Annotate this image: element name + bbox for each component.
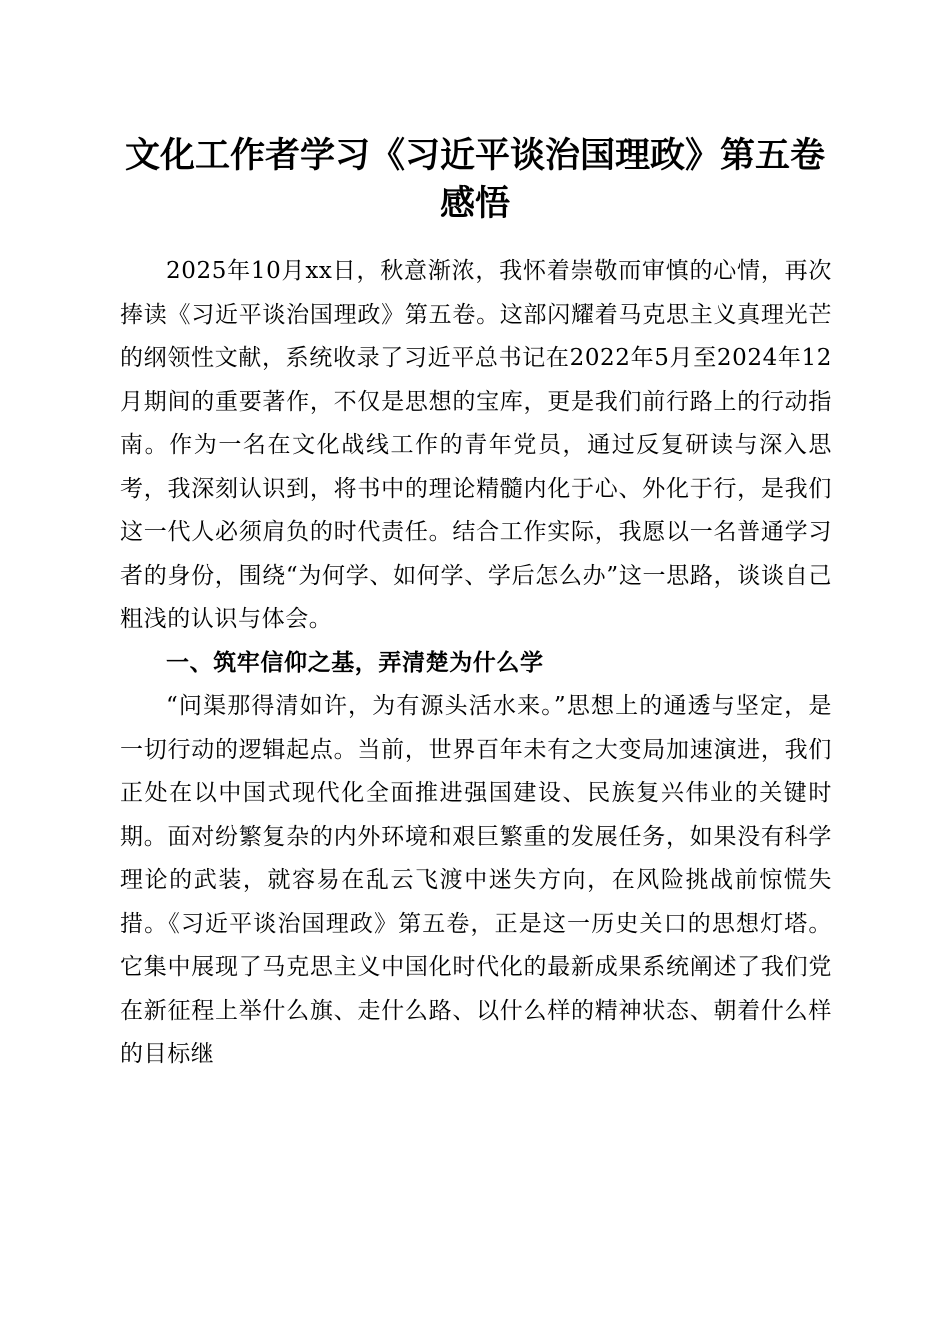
- document-body: [120, 250, 832, 1077]
- section-paragraph: “问渠那得清如许，为有源头活水来。”思想上的通透与坚定，是一切行动的逻辑起点。当前，世界百年未有之大变局加速演进，我们正处在以中国式现代化全面推进强国建设、民族复兴伟业的关键时期。面对纷繁复杂的内外环境和艰巨繁重的发展任务，如果没有科学理论的武装，就容易在乱云飞渡中迷失方向，在风险挑战前惊慌失措。《习近平谈治国理政》第五卷，正是这一历史关口的思想灯塔。它集中展现了马克思主义中国化时代化的最新成果系统阐述了我们党在新征程上举什么旗、走什么路、以什么样的精神状态、朝着什么样的目标继: [120, 693, 832, 1067]
- document-title-line1: 文化工作者学习《习近平谈治国理政》第五卷: [124, 135, 825, 176]
- document-title-line2: 感悟: [439, 183, 510, 224]
- intro-paragraph: 2025年10月xx日，秋意渐浓，我怀着崇敬而审慎的心情，再次捧读《习近平谈治国理政》第五卷。这部闪耀着马克思主义真理光芒的纲领性文献，系统收录了习近平总书记在2022年5月至2024年12月期间的重要著作，不仅是思想的宝库，更是我们前行路上的行动指南。作为一名在文化战线工作的青年党员，通过反复研读与深入思考，我深刻认识到，将书中的理论精髓内化于心、外化于行，是我们这一代人必须肩负的时代责任。结合工作实际，我愿以一名普通学习者的身份，围绕“为何学、如何学、学后怎么办”这一思路，谈谈自己粗浅的认识与体会。: [120, 258, 832, 632]
- document-title: [100, 132, 850, 228]
- section-heading: 一、筑牢信仰之基，弄清楚为什么学: [166, 649, 544, 676]
